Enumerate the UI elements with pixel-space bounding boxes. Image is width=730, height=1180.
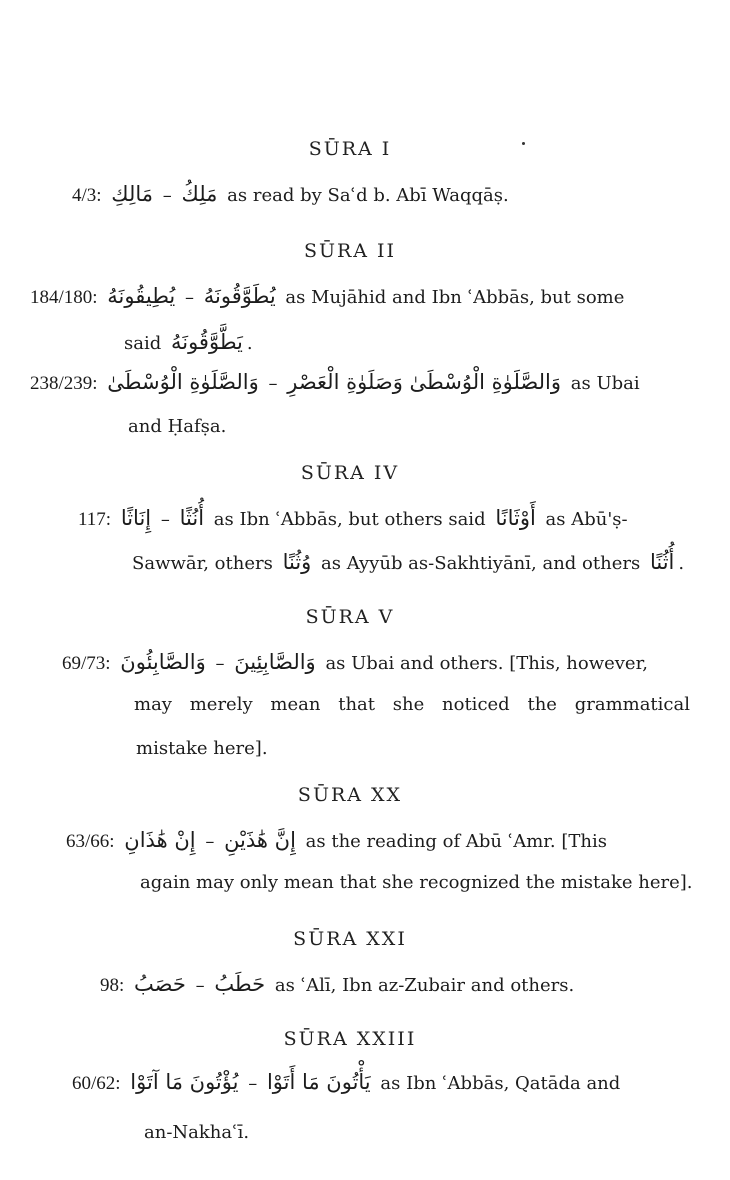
entry-line xyxy=(62,650,648,675)
dash: – xyxy=(185,287,195,308)
entry-text: as Ibn ʿAbbās, Qatāda and xyxy=(380,1073,621,1094)
entry-text: as Ibn ʿAbbās, but others said xyxy=(213,509,486,530)
entry-text: an-Nakhaʿī. xyxy=(144,1122,250,1143)
entry-line xyxy=(72,1070,620,1095)
verse-ref: 184/180: xyxy=(30,287,98,308)
entry-text: again may only mean that she recognized the mistake here]. xyxy=(140,872,693,893)
arabic-reading: إِنْ هَٰذَانِ xyxy=(124,828,196,852)
dash: – xyxy=(268,373,278,394)
arabic-variant: أَوْثَانًا xyxy=(495,506,536,530)
entry-line xyxy=(66,828,607,853)
arabic-variant: يَطَّوَّقُونَهُ xyxy=(170,330,243,354)
arabic-variant: وَالصَّلَوٰةِ الْوُسْطَىٰ وَصَلَوٰةِ الْعَصْرِ xyxy=(287,370,562,394)
section-heading: SŪRA IV xyxy=(300,462,400,484)
section-heading: SŪRA V xyxy=(305,606,395,628)
entry-line xyxy=(30,370,640,395)
entry-line xyxy=(128,416,226,437)
entry-line xyxy=(78,506,628,531)
entry-text: as read by Saʿd b. Abī Waqqāṣ. xyxy=(227,185,509,206)
section-heading: SŪRA XXIII xyxy=(283,1028,417,1050)
entry-text: as Ayyūb as-Sakhtiyānī, and others xyxy=(321,553,641,574)
section-heading: SŪRA I xyxy=(308,138,392,160)
dash: – xyxy=(162,185,172,206)
entry-text: said xyxy=(124,333,162,354)
verse-ref: 98: xyxy=(100,975,125,996)
entry-line xyxy=(30,284,624,309)
entry-line xyxy=(144,1122,249,1143)
arabic-variant: وُثُنًا xyxy=(282,550,312,574)
entry-text: . xyxy=(678,553,685,574)
entry-line xyxy=(136,738,268,759)
entry-text: as the reading of Abū ʿAmr. [This xyxy=(305,831,607,852)
section-heading: SŪRA XXI xyxy=(293,928,407,950)
entry-text: as Ubai and others. [This, however, xyxy=(325,653,648,674)
arabic-reading: مَالِكِ xyxy=(111,182,154,206)
dash: – xyxy=(205,831,215,852)
dash: – xyxy=(195,975,205,996)
arabic-variant: وَالصَّابِئِينَ xyxy=(234,650,316,674)
arabic-reading: حَصَبُ xyxy=(134,972,186,996)
verse-ref: 60/62: xyxy=(72,1073,121,1094)
dash: – xyxy=(215,653,225,674)
arabic-reading: إِنَاثًا xyxy=(120,506,152,530)
entry-line xyxy=(132,550,684,574)
entry-text: may merely mean that she noticed the grammatical xyxy=(134,694,690,715)
verse-ref: 4/3: xyxy=(72,185,102,206)
arabic-variant: حَطَبُ xyxy=(214,972,266,996)
dash: – xyxy=(248,1073,258,1094)
entry-text: . xyxy=(246,333,253,354)
verse-ref: 63/66: xyxy=(66,831,115,852)
entry-text: mistake here]. xyxy=(136,738,268,759)
entry-text: as Mujāhid and Ibn ʿAbbās, but some xyxy=(285,287,625,308)
entry-text: Sawwār, others xyxy=(132,553,273,574)
section-heading: SŪRA II xyxy=(303,240,397,262)
verse-ref: 238/239: xyxy=(30,373,98,394)
entry-text: as ʿAlī, Ibn az-Zubair and others. xyxy=(274,975,575,996)
entry-line xyxy=(100,972,574,997)
arabic-reading: وَالصَّابِئُونَ xyxy=(120,650,206,674)
arabic-variant: أُثُنًا xyxy=(649,550,675,574)
entry-line xyxy=(134,694,690,715)
arabic-variant: أُنُثًا xyxy=(179,506,205,530)
arabic-variant: يُطَوَّقُونَهُ xyxy=(203,284,276,308)
arabic-reading: يُطِيقُونَهُ xyxy=(107,284,176,308)
arabic-reading: وَالصَّلَوٰةِ الْوُسْطَىٰ xyxy=(107,370,259,394)
entry-line xyxy=(140,872,693,893)
entry-line xyxy=(72,182,509,207)
dash: – xyxy=(160,509,170,530)
arabic-variant: يَأْتُونَ مَا أَتَوْا xyxy=(266,1070,371,1094)
entry-text: and Ḥafṣa. xyxy=(128,416,227,437)
entry-line xyxy=(124,330,253,354)
verse-ref: 117: xyxy=(78,509,112,530)
section-heading: SŪRA XX xyxy=(297,784,403,806)
arabic-reading: يُؤْتُونَ مَا آتَوْا xyxy=(130,1070,239,1094)
arabic-variant: مَلِكُ xyxy=(181,182,218,206)
verse-ref: 69/73: xyxy=(62,653,111,674)
entry-text: as Ubai xyxy=(570,373,640,394)
arabic-variant: إِنَّ هَٰذَيْنِ xyxy=(224,828,296,852)
entry-text: as Abū'ṣ- xyxy=(545,509,628,530)
